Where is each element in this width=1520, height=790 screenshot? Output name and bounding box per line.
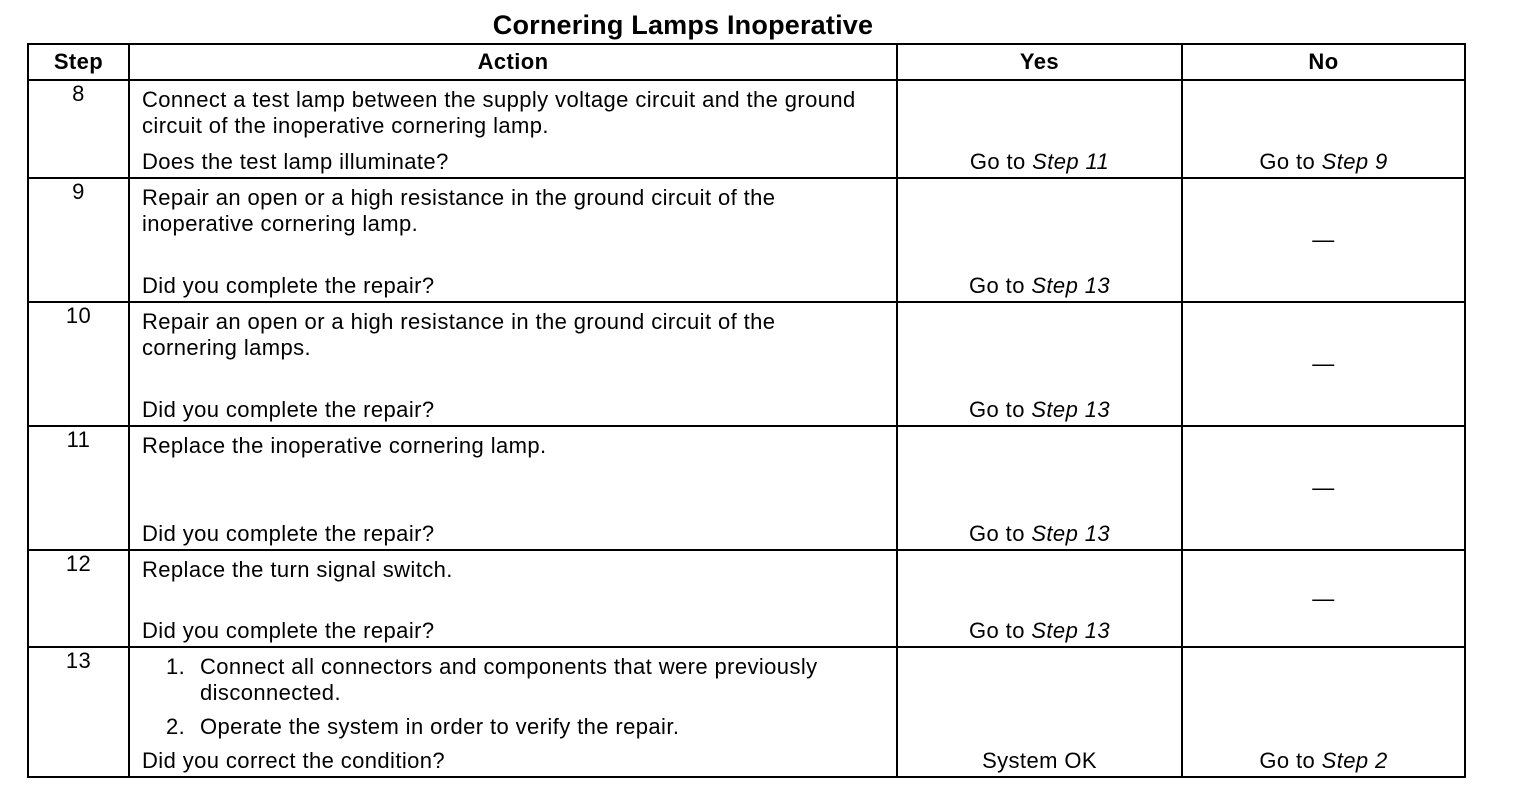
table-row bbox=[28, 426, 1465, 550]
page-title: Cornering Lamps Inoperative bbox=[492, 10, 874, 40]
yes-prefix: Go to bbox=[969, 273, 1025, 298]
step-number: 8 bbox=[28, 80, 129, 178]
step-number: 13 bbox=[28, 647, 129, 777]
no-step-ref: Step 9 bbox=[1321, 149, 1388, 174]
yes-prefix: Go to bbox=[969, 618, 1025, 643]
table-row bbox=[28, 302, 1465, 426]
yes-cell bbox=[897, 302, 1182, 426]
no-prefix: Go to bbox=[1259, 748, 1316, 773]
header-action: Action bbox=[129, 44, 897, 80]
action-cell bbox=[129, 426, 897, 550]
yes-step-ref: Step 11 bbox=[1032, 149, 1110, 174]
action-question: Did you correct the condition? bbox=[142, 748, 446, 773]
no-result-dash: — bbox=[1312, 227, 1335, 252]
no-result bbox=[1183, 149, 1464, 175]
yes-step-ref: Step 13 bbox=[1031, 521, 1110, 546]
action-cell bbox=[129, 647, 897, 777]
no-result-dash: — bbox=[1312, 585, 1335, 611]
yes-step-ref: Step 13 bbox=[1031, 397, 1110, 422]
no-result-dash: — bbox=[1312, 351, 1335, 376]
yes-cell bbox=[897, 550, 1182, 647]
substep-list bbox=[130, 648, 896, 740]
yes-result bbox=[898, 149, 1181, 175]
yes-result bbox=[898, 397, 1181, 423]
action-question: Does the test lamp illuminate? bbox=[142, 149, 449, 174]
table-row bbox=[28, 80, 1465, 178]
yes-cell bbox=[897, 426, 1182, 550]
step-number: 12 bbox=[28, 550, 129, 647]
action-text: Repair an open or a high resistance in the ground circuit of the cornering lamps. bbox=[142, 309, 776, 360]
substep-item bbox=[130, 654, 896, 706]
action-cell bbox=[129, 302, 897, 426]
header-no: No bbox=[1182, 44, 1465, 80]
action-text: Repair an open or a high resistance in the ground circuit of the inoperative cornering lamp. bbox=[142, 185, 776, 236]
no-cell bbox=[1182, 178, 1465, 302]
action-cell bbox=[129, 80, 897, 178]
action-text: Replace the inoperative cornering lamp. bbox=[142, 433, 547, 458]
yes-prefix: Go to bbox=[969, 149, 1026, 174]
no-cell bbox=[1182, 647, 1465, 777]
yes-cell bbox=[897, 647, 1182, 777]
no-result bbox=[1183, 748, 1464, 774]
no-result-dash: — bbox=[1312, 475, 1335, 500]
header-yes: Yes bbox=[897, 44, 1182, 80]
action-text: Connect a test lamp between the supply voltage circuit and the ground circuit of the inoperative cornering lamp. bbox=[142, 87, 856, 138]
yes-result bbox=[898, 521, 1181, 547]
action-cell bbox=[129, 178, 897, 302]
action-question: Did you complete the repair? bbox=[142, 397, 435, 422]
yes-result bbox=[898, 618, 1181, 644]
action-question: Did you complete the repair? bbox=[142, 618, 435, 643]
table-row bbox=[28, 647, 1465, 777]
yes-cell bbox=[897, 178, 1182, 302]
substep-number: 2. bbox=[166, 714, 186, 739]
substep-text: Connect all connectors and components that were previously disconnected. bbox=[200, 654, 818, 705]
no-prefix: Go to bbox=[1259, 149, 1316, 174]
substep-number: 1. bbox=[166, 654, 186, 679]
action-question: Did you complete the repair? bbox=[142, 521, 435, 546]
header-step: Step bbox=[28, 44, 129, 80]
yes-step-ref: Step 13 bbox=[1031, 618, 1110, 643]
no-cell bbox=[1182, 80, 1465, 178]
action-text: Replace the turn signal switch. bbox=[142, 557, 453, 582]
no-cell bbox=[1182, 426, 1465, 550]
table-row bbox=[28, 178, 1465, 302]
no-cell bbox=[1182, 550, 1465, 647]
yes-result bbox=[898, 273, 1181, 299]
substep-item bbox=[130, 714, 896, 740]
yes-result: System OK bbox=[982, 748, 1097, 773]
step-number: 9 bbox=[28, 178, 129, 302]
table-header-row bbox=[28, 44, 1465, 80]
yes-step-ref: Step 13 bbox=[1031, 273, 1110, 298]
table-row bbox=[28, 550, 1465, 647]
step-number: 11 bbox=[28, 426, 129, 550]
action-question: Did you complete the repair? bbox=[142, 273, 435, 298]
diagnostic-table bbox=[27, 43, 1466, 778]
yes-prefix: Go to bbox=[969, 397, 1025, 422]
yes-prefix: Go to bbox=[969, 521, 1025, 546]
no-step-ref: Step 2 bbox=[1321, 748, 1388, 773]
yes-cell bbox=[897, 80, 1182, 178]
no-cell bbox=[1182, 302, 1465, 426]
action-cell bbox=[129, 550, 897, 647]
substep-text: Operate the system in order to verify the repair. bbox=[200, 714, 680, 739]
step-number: 10 bbox=[28, 302, 129, 426]
